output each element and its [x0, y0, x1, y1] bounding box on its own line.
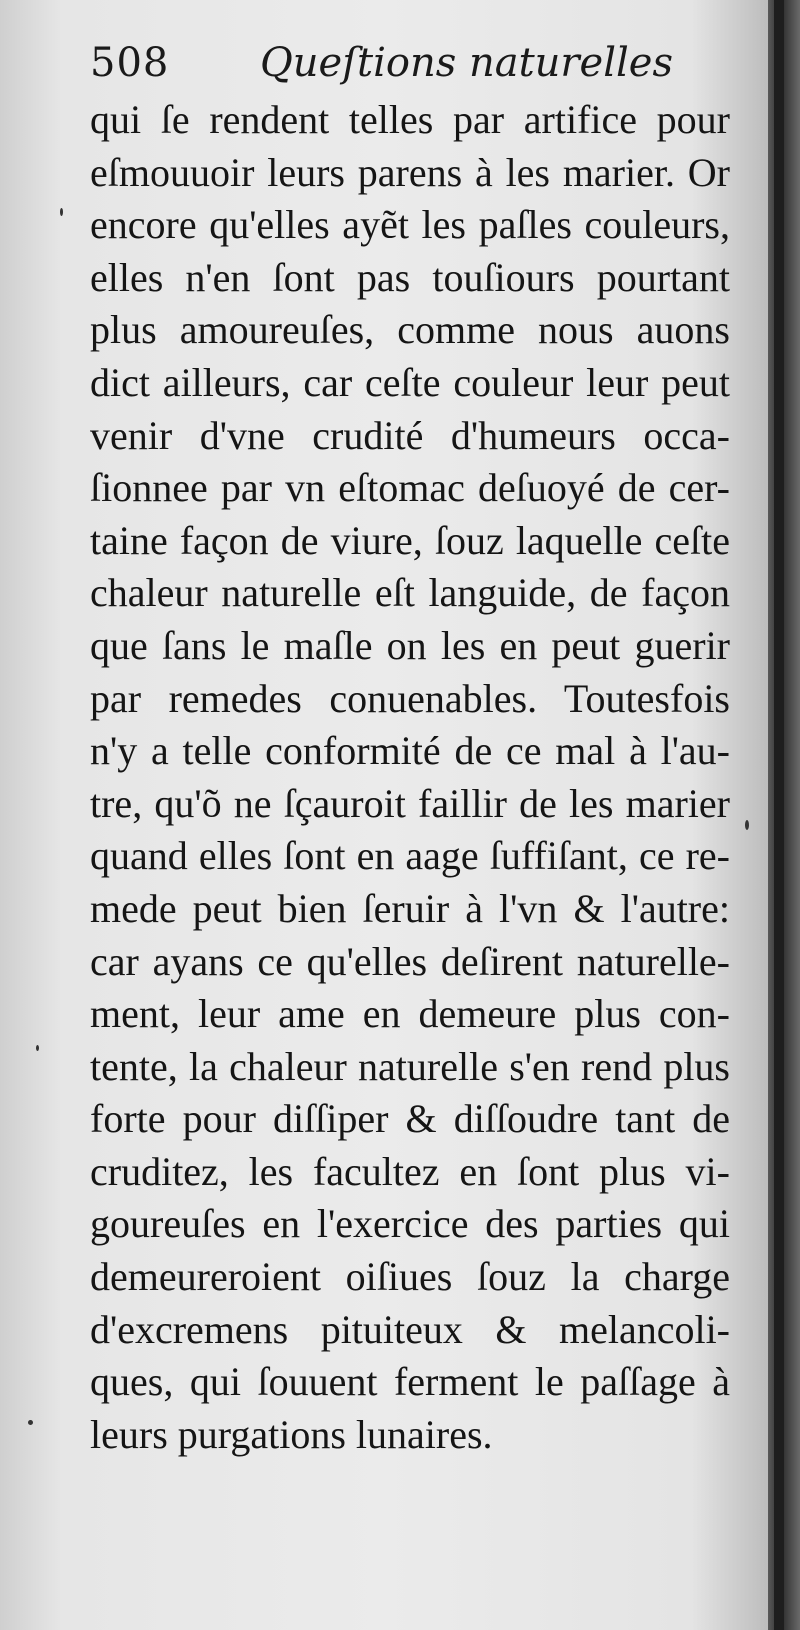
text-line: encore qu'elles ayẽt les paſles couleurs,: [90, 202, 730, 248]
text-line: ſionnee par vn eſtomac deſuoyé de cer-: [90, 465, 730, 511]
text-line: demeureroient oiſiues ſouz la charge: [90, 1254, 730, 1300]
paper-speck: [28, 1420, 33, 1425]
text-line: tre, qu'õ ne ſçauroit faillir de les marier: [90, 780, 730, 826]
text-line: chaleur naturelle eſt languide, de façon: [90, 570, 730, 616]
text-line: eſmouuoir leurs parens à les marier. Or: [90, 149, 730, 195]
text-line: car ayans ce qu'elles deſirent naturelle-: [90, 938, 730, 984]
text-line: elles n'en ſont pas touſiours pourtant: [90, 254, 730, 300]
text-line: tente, la chaleur naturelle s'en rend plus: [90, 1043, 730, 1089]
paper-speck: [60, 208, 63, 216]
text-line: venir d'vne crudité d'humeurs occa-: [90, 412, 730, 458]
paper-speck: [745, 820, 749, 830]
text-line: dict ailleurs, car ceſte couleur leur peut: [90, 359, 730, 405]
text-line: ques, qui ſouuent ferment le paſſage à: [90, 1359, 730, 1405]
text-line: qui ſe rendent telles par artifice pour: [90, 97, 730, 142]
text-line: par remedes conuenables. Toutesfois: [90, 675, 730, 721]
text-line: leurs purgations lunaires.: [90, 1411, 493, 1457]
text-line: goureuſes en l'exercice des parties qui: [90, 1201, 730, 1247]
text-line: n'y a telle conformité de ce mal à l'au-: [90, 728, 730, 774]
book-edge: [768, 0, 800, 1630]
text-line: ment, leur ame en demeure plus con-: [90, 991, 730, 1037]
body-text: [90, 94, 730, 1461]
page-gutter-shadow: [774, 0, 784, 1630]
text-line: taine façon de viure, ſouz laquelle ceſte: [90, 517, 730, 563]
page-header: [90, 30, 730, 100]
text-line: plus amoureuſes, comme nous auons: [90, 307, 730, 353]
running-head: Queſtions naturelles: [260, 40, 674, 86]
text-line: d'excremens pituiteux & melancoli-: [90, 1306, 730, 1352]
text-line: mede peut bien ſeruir à l'vn & l'autre:: [90, 885, 730, 931]
text-line: forte pour diſſiper & diſſoudre tant de: [90, 1096, 730, 1142]
text-line: que ſans le maſle on les en peut guerir: [90, 622, 730, 668]
paper-speck: [36, 1045, 39, 1051]
page-number: 508: [90, 40, 170, 86]
text-line: cruditez, les facultez en ſont plus vi-: [90, 1148, 730, 1194]
text-line: quand elles ſont en aage ſuffiſant, ce re-: [90, 833, 730, 879]
